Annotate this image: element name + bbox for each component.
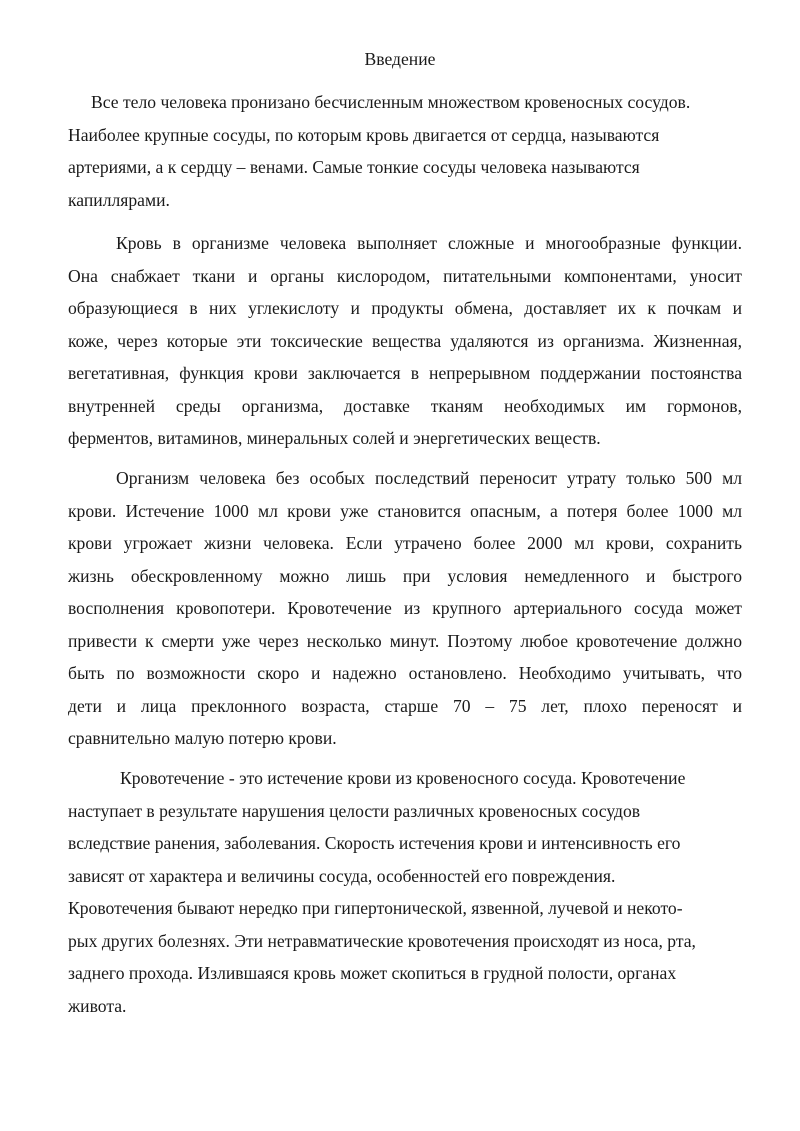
text-line: артериями, а к сердцу – венами. Самые тонкие сосуды человека называются	[68, 157, 640, 177]
paragraph-2	[68, 227, 742, 455]
text-line: сравнительно малую потерю крови.	[68, 728, 337, 748]
text-line: вегетативная, функция крови заключается в непрерывном поддержании постоянства	[68, 363, 742, 383]
text-line: крови. Истечение 1000 мл крови уже становится опасным, а потеря более 1000 мл	[68, 500, 742, 521]
text-line: образующиеся в них углекислоту и продукты обмена, доставляет их к почкам и	[68, 298, 742, 318]
text-line: ферментов, витаминов, минеральных солей и энергетических веществ.	[68, 428, 601, 448]
document-title: Введение	[364, 49, 436, 69]
text-line: рых других болезнях. Эти нетравматические кровотечения происходят из носа, рта,	[68, 930, 696, 951]
text-line: Кровотечение - это истечение крови из кровеносного сосуда. Кровотечение	[120, 768, 686, 788]
text-line: восполнения кровопотери. Кровотечение из крупного артериального сосуда может	[68, 598, 742, 618]
text-line: Организм человека без особых последствий переносит утрату только 500 мл	[116, 468, 742, 488]
text-line: заднего прохода. Излившаяся кровь может скопиться в грудной полости, органах	[68, 963, 677, 983]
text-line: дети и лица преклонного возраста, старше 70 – 75 лет, плохо переносят и	[68, 695, 742, 716]
text-line: Все тело человека пронизано бесчисленным множеством кровеносных сосудов.	[91, 92, 691, 112]
text-line: Кровотечения бывают нередко при гипертонической, язвенной, лучевой и некото-	[68, 898, 683, 918]
text-line: живота.	[68, 995, 127, 1016]
paragraph-4	[68, 762, 742, 1022]
text-line: зависят от характера и величины сосуда, особенностей его повреждения.	[68, 865, 616, 886]
text-line: коже, через которые эти токсические вещества удаляются из организма. Жизненная,	[68, 330, 742, 351]
text-line: наступает в результате нарушения целости различных кровеносных сосудов	[68, 800, 641, 821]
paragraph-3	[68, 462, 742, 755]
text-line: жизнь обескровленному можно лишь при условия немедленного и быстрого	[68, 565, 742, 586]
text-line: вследствие ранения, заболевания. Скорость истечения крови и интенсивность его	[68, 833, 681, 853]
text-line: внутренней среды организма, доставке тканям необходимых им гормонов,	[68, 395, 742, 416]
text-line: привести к смерти уже через несколько минут. Поэтому любое кровотечение должно	[68, 630, 742, 651]
text-line: Наиболее крупные сосуды, по которым кровь двигается от сердца, называются	[68, 124, 660, 145]
text-line: крови угрожает жизни человека. Если утрачено более 2000 мл крови, сохранить	[68, 533, 742, 553]
text-line: Кровь в организме человека выполняет сложные и многообразные функции.	[116, 233, 742, 253]
text-line: Она снабжает ткани и органы кислородом, питательными компонентами, уносит	[68, 265, 742, 286]
paragraph-1	[68, 86, 742, 216]
text-line: капиллярами.	[68, 189, 170, 210]
text-line: быть по возможности скоро и надежно остановлено. Необходимо учитывать, что	[68, 663, 742, 683]
